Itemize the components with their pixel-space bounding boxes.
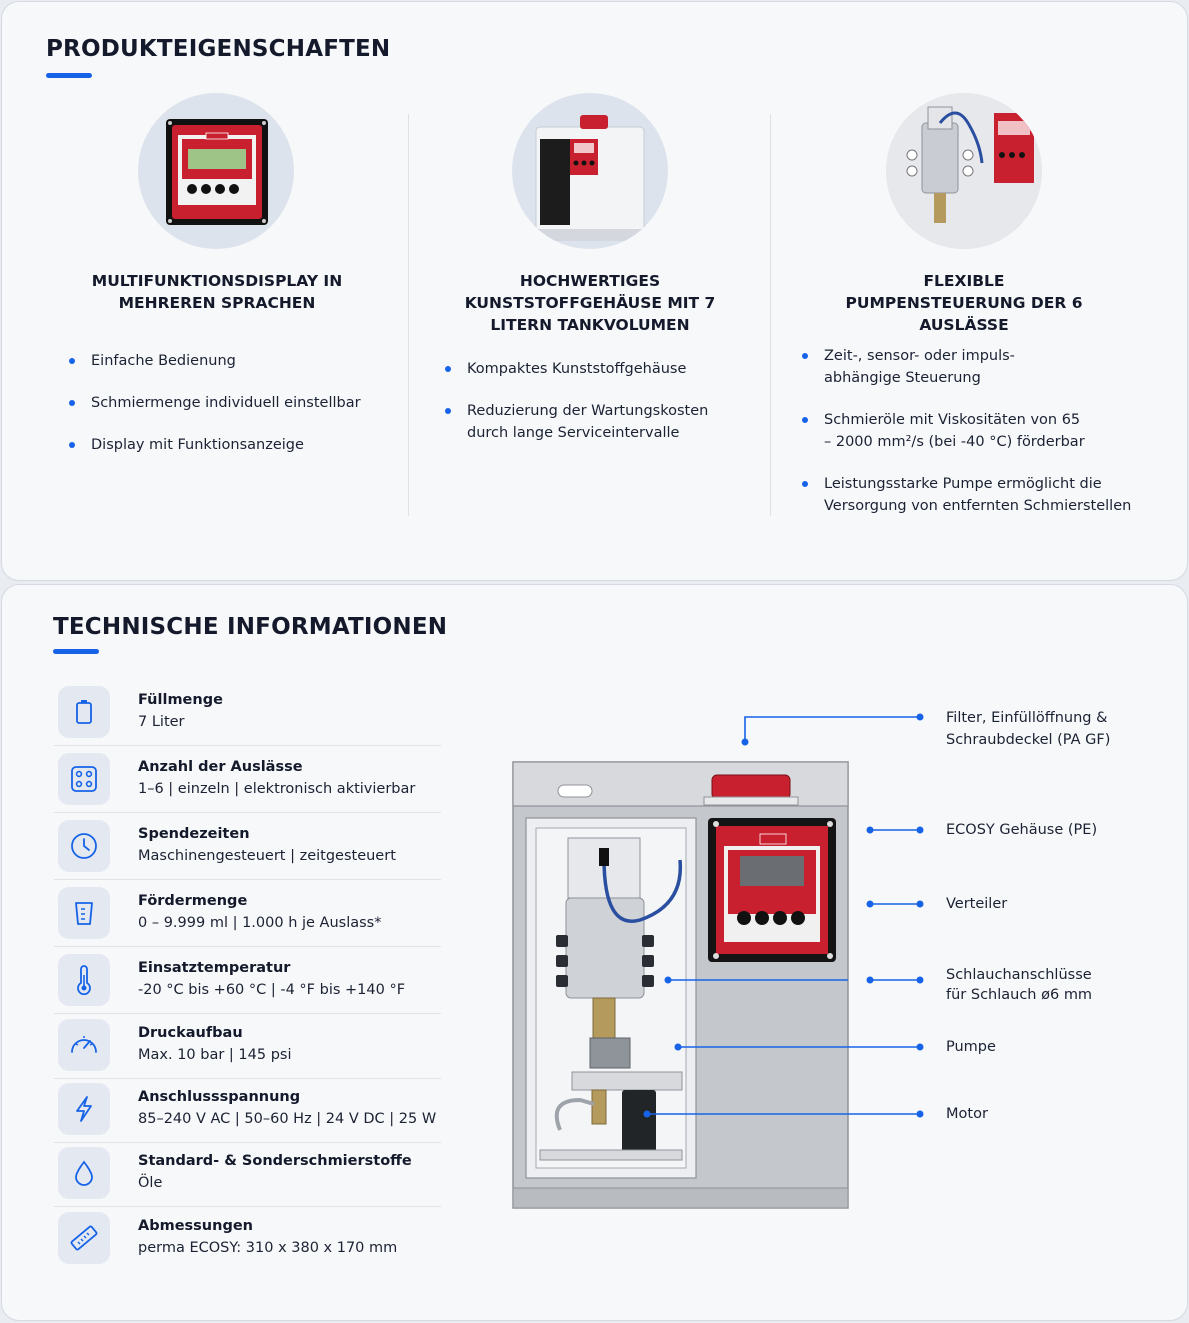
spec-value: 1–6 | einzeln | elektronisch aktivierbar — [138, 781, 416, 797]
callout-pump: Pumpe — [946, 1039, 996, 1055]
section-title-properties: PRODUKTEIGENSCHAFTEN — [46, 36, 391, 62]
spec-label: Standard- & Sonderschmierstoffe — [138, 1153, 412, 1169]
callout-housing: ECOSY Gehäuse (PE) — [946, 822, 1098, 838]
bullet-item: Reduzierung der Wartungskosten durch lange Serviceintervalle — [443, 400, 753, 444]
spec-label: Anzahl der Auslässe — [138, 759, 303, 775]
bullet-item: Einfache Bedienung — [67, 350, 387, 372]
spec-label: Fördermenge — [138, 893, 248, 909]
spec-value: 0 – 9.999 ml | 1.000 h je Auslass* — [138, 915, 382, 931]
spec-value: 7 Liter — [138, 714, 185, 730]
callout-distributor: Verteiler — [946, 896, 1008, 912]
bullet-item: Schmieröle mit Viskositäten von 65 – 2000 mm²/s (bei -40 °C) förderbar — [800, 409, 1140, 453]
bullet-item: Schmiermenge individuell einstellbar — [67, 392, 387, 414]
callout-filter: Filter, Einfüllöffnung & Schraubdeckel (PA GF) — [946, 710, 1111, 748]
callout-motor: Motor — [946, 1106, 988, 1122]
bullet-item: Display mit Funktionsanzeige — [67, 434, 387, 456]
spec-label: Spendezeiten — [138, 826, 250, 842]
property-heading: HOCHWERTIGES KUNSTSTOFFGEHÄUSE MIT 7 LITERN TANKVOLUMEN — [464, 272, 716, 334]
spec-value: Max. 10 bar | 145 psi — [138, 1047, 292, 1063]
callout-hose-connectors: Schlauchanschlüsse für Schlauch ø6 mm — [946, 967, 1093, 1003]
spec-label: Anschlussspannung — [138, 1089, 301, 1105]
spec-value: Öle — [138, 1175, 163, 1191]
property-heading: MULTIFUNKTIONSDISPLAY IN MEHREREN SPRACHEN — [91, 272, 343, 312]
property-heading: FLEXIBLE PUMPENSTEUERUNG DER 6 AUSLÄSSE — [845, 272, 1083, 334]
bullet-item: Zeit-, sensor- oder impuls-abhängige Steuerung — [800, 345, 1140, 389]
spec-value: Maschinengesteuert | zeitgesteuert — [138, 848, 396, 864]
spec-label: Druckaufbau — [138, 1025, 243, 1041]
spec-value: 85–240 V AC | 50–60 Hz | 24 V DC | 25 W — [138, 1111, 437, 1127]
bullet-item: Kompaktes Kunststoffgehäuse — [443, 358, 753, 380]
bullet-item: Leistungsstarke Pumpe ermöglicht die Versorgung von entfernten Schmierstellen — [800, 473, 1140, 517]
spec-label: Einsatztemperatur — [138, 960, 291, 976]
spec-value: perma ECOSY: 310 x 380 x 170 mm — [138, 1240, 398, 1256]
section-title-technical: TECHNISCHE INFORMATIONEN — [53, 614, 448, 640]
spec-label: Füllmenge — [138, 692, 223, 708]
spec-value: -20 °C bis +60 °C | -4 °F bis +140 °F — [138, 982, 406, 998]
spec-label: Abmessungen — [138, 1218, 253, 1234]
